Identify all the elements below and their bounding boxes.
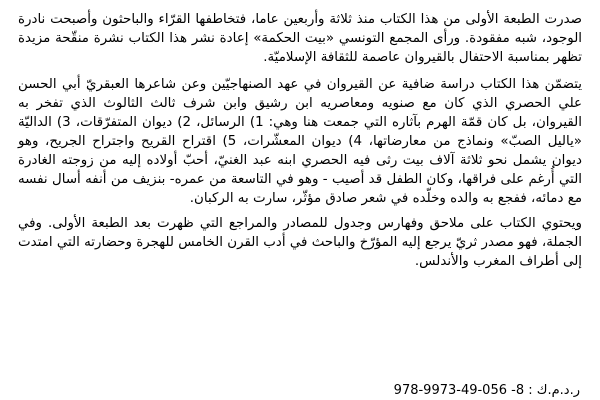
isbn-number: 978-9973-49-056 (393, 383, 507, 398)
isbn-line (394, 383, 580, 399)
paragraph-first-edition: صدرت الطبعة الأولى من هذا الكتاب منذ ثلاثة وأربعين عاما، فتخاطفها القرّاء والباحثون وأصبحت نادرة الوجود، شبه مفقودة. ورأى المجمع التونسي «بيت الحكمة» إعادة نشر هذا الكتاب نشرة منقّحة مزيدة تظهر بمناسبة الاحتفال بالقيروان عاصمة للثقافة الإسلاميّة. (18, 12, 582, 65)
paragraph-book-contents: يتضمّن هذا الكتاب دراسة ضافية عن القيروان في عهد الصنهاجيّين وعن شاعرها العبقريّ أبي الحسن علي الحصري الذي كان مع صنويه ومعاصريه ابن رشيق وابن شرف ثالث الثالوث الذي تفخر به القيروان، بل كان قمّة الهرم بآثاره التي جمعت هنا وهي: 1) الرسائل، 2) ديوان المتفرّقات، 3) الداليّة «ياليل الصبّ» ونماذج من معارضاتها، 4) ديوان المعشّرات، 5) اقتراح القريح واجتراح الجريح، وهو ديوان يشمل نحو ثلاثة آلاف بيت رثى فيه الحصري ابنه عبد الغنيّ، أحبّ أولاده إليه من زوجته الغادرة التي أُرغم على فراقها، وكان الطفل قد أصيب - وهو في التاسعة من عمره- بنزيف من أنفه أسال نفسه مع دمائه، ففجع به والده وخلّده في شعر صادق مؤثّر، سارت به الركبان. (18, 77, 582, 206)
paragraph-appendices: ويحتوي الكتاب على ملاحق وفهارس وجدول للمصادر والمراجع التي ظهرت بعد الطبعة الأولى. وفي الجملة، فهو مصدر ثريّ يرجع إليه المؤرّخ والباحث في أدب القرن الخامس للهجرة وحضارته التي امتدت إلى أطراف المغرب والأندلس. (18, 216, 582, 269)
isbn-label: ر.د.م.ك : 8- (511, 383, 580, 398)
